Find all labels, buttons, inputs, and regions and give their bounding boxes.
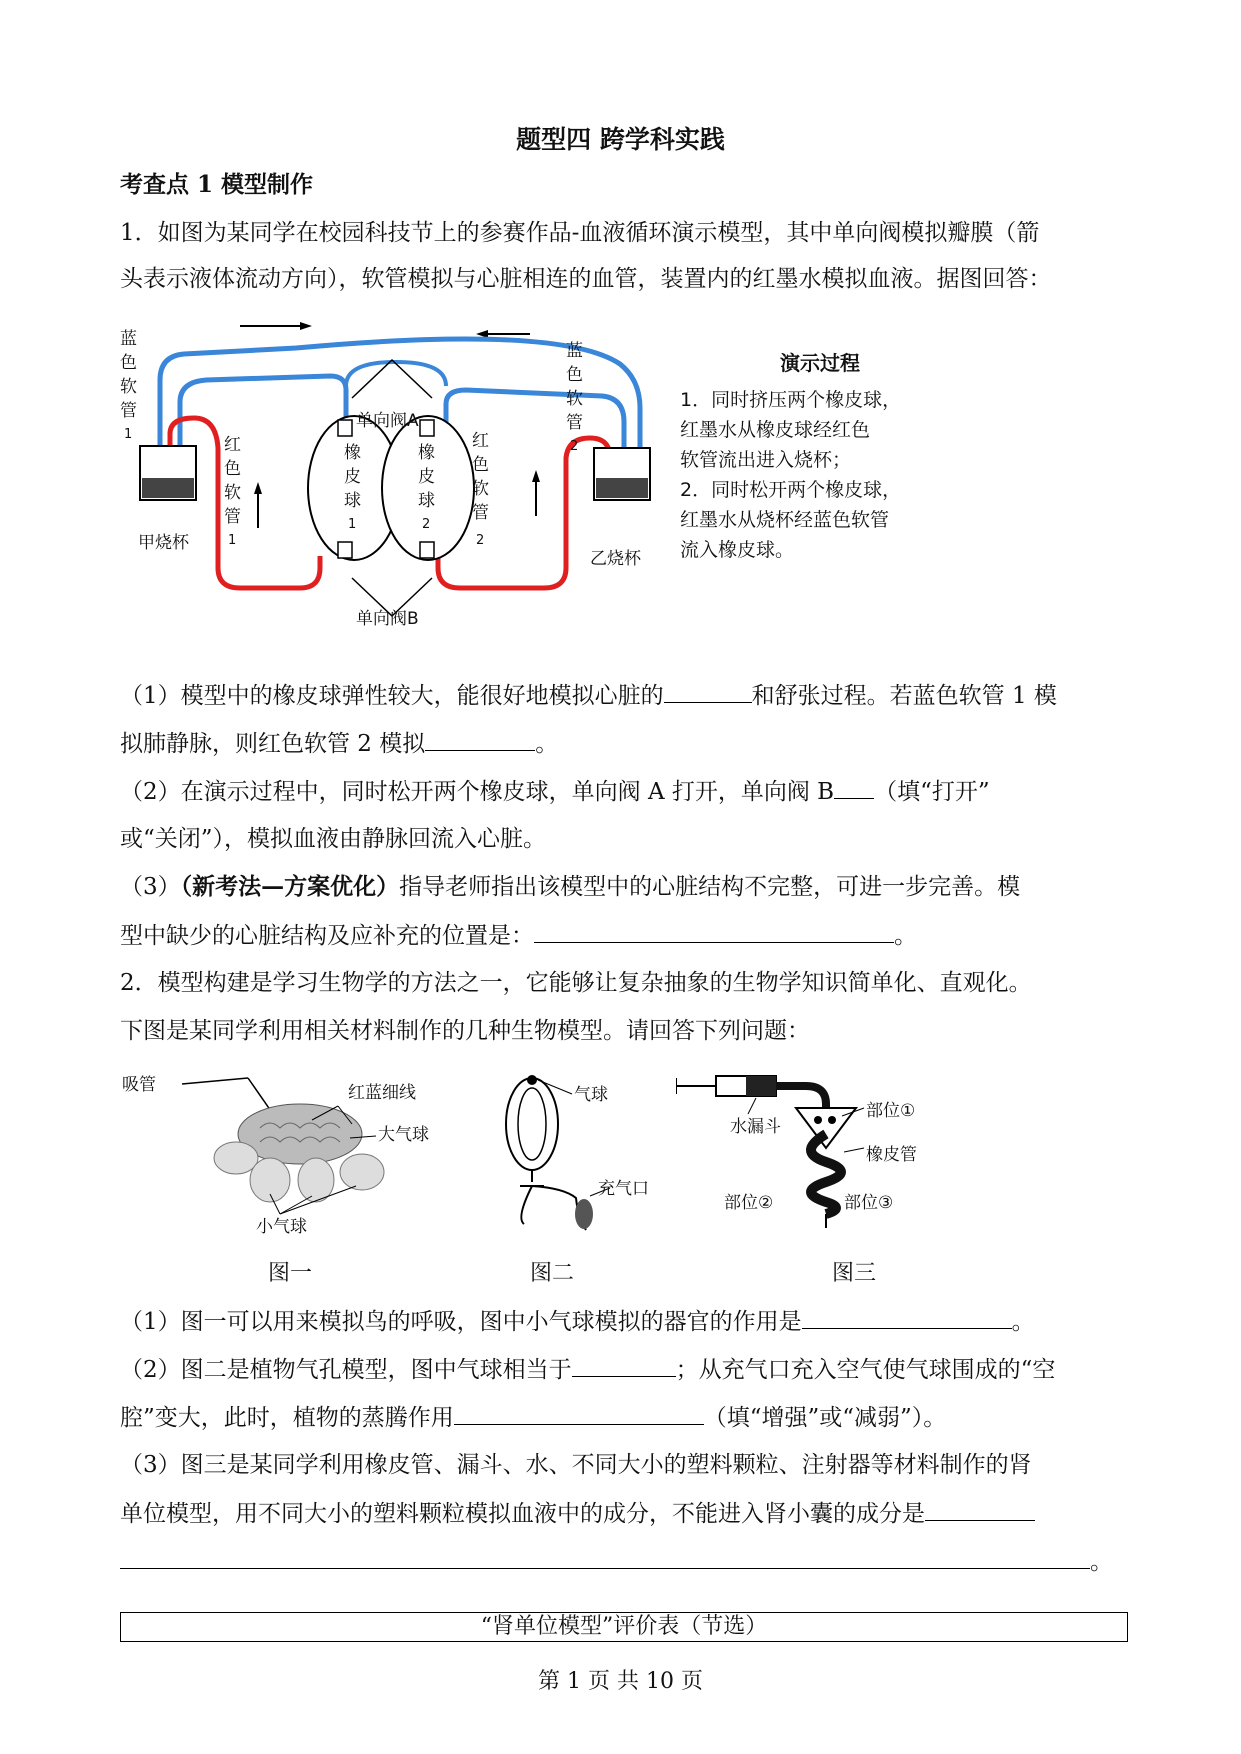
ball-2-char2: 皮 bbox=[418, 467, 435, 487]
ball-2-char1: 橡 bbox=[418, 443, 435, 463]
q1-sub1-line1: （1）模型中的橡皮球弹性较大，能很好地模拟心脏的 和舒张过程。若蓝色软管 1 模 bbox=[120, 680, 1057, 711]
blue-tube-1-num: 1 bbox=[124, 427, 133, 442]
blue-tube-2-char3: 软 bbox=[566, 389, 583, 409]
blue-tube-2-num: 2 bbox=[570, 439, 579, 454]
answer-blank[interactable] bbox=[925, 1498, 1035, 1521]
q2-sub3-line1: （3）图三是某同学利用橡皮管、漏斗、水、不同大小的塑料颗粒、注射器等材料制作的肾 bbox=[120, 1452, 1032, 1478]
beaker-yi-label: 乙烧杯 bbox=[590, 549, 641, 569]
red-tube-2-char3: 软 bbox=[472, 479, 489, 499]
valve-b-label: 单向阀B bbox=[356, 609, 419, 629]
red-tube-1-char4: 管 bbox=[224, 507, 241, 527]
red-tube-2-num: 2 bbox=[476, 533, 485, 548]
blue-tube-2-char1: 蓝 bbox=[566, 341, 583, 361]
red-tube-2-char4: 管 bbox=[472, 503, 489, 523]
q2-sub2-line1: （2）图二是植物气孔模型，图中气球相当于 ；从充气口充入空气使气球围成的“空 bbox=[120, 1354, 1055, 1385]
bird-respiration-figure bbox=[120, 1068, 460, 1238]
red-tube-1-char3: 软 bbox=[224, 483, 241, 503]
q1-sub2-line1: （2）在演示过程中，同时松开两个橡皮球，单向阀 A 打开，单向阀 B （填“打开” bbox=[120, 776, 990, 807]
demo-line-1: 1．同时挤压两个橡皮球， bbox=[680, 389, 902, 411]
evaluation-table-caption: “肾单位模型”评价表（节选） bbox=[120, 1612, 1128, 1642]
balloon-label: 气球 bbox=[574, 1085, 608, 1105]
site-1-label: 部位① bbox=[866, 1101, 916, 1121]
q1-sub3-line1: （3）（新考法—方案优化）指导老师指出该模型中的心脏结构不完整，可进一步完善。模 bbox=[120, 873, 1021, 900]
beaker-jia-label: 甲烧杯 bbox=[138, 533, 189, 553]
site-3-label: 部位③ bbox=[844, 1193, 894, 1213]
section-heading: 考查点 1 模型制作 bbox=[120, 171, 314, 198]
answer-blank[interactable] bbox=[572, 1354, 676, 1377]
q2-sub3-line3: 。 bbox=[120, 1546, 1113, 1577]
q1-stem-line1: 1．如图为某同学在校园科技节上的参赛作品-血液循环演示模型，其中单向阀模拟瓣膜（箭 bbox=[120, 220, 1040, 246]
demo-line-4: 2．同时松开两个橡皮球， bbox=[680, 479, 902, 501]
nephron-model-figure bbox=[676, 1068, 956, 1238]
q2-sub2-line2: 腔”变大，此时，植物的蒸腾作用 （填“增强”或“减弱”）。 bbox=[120, 1402, 946, 1433]
answer-blank[interactable] bbox=[802, 1306, 1012, 1329]
q1-stem-line2: 头表示液体流动方向），软管模拟与心脏相连的血管，装置内的红墨水模拟血液。据图回答： bbox=[120, 266, 1052, 292]
q2-stem-line1: 2．模型构建是学习生物学的方法之一，它能够让复杂抽象的生物学知识简单化、直观化。 bbox=[120, 970, 1032, 996]
site-2-label: 部位② bbox=[724, 1193, 774, 1213]
straw-label: 吸管 bbox=[122, 1075, 156, 1095]
page-footer: 第 1 页 共 10 页 bbox=[538, 1669, 703, 1694]
hose-label: 橡皮管 bbox=[866, 1145, 917, 1165]
red-tube-1-char1: 红 bbox=[224, 435, 241, 455]
q2-stem-line2: 下图是某同学利用相关材料制作的几种生物模型。请回答下列问题： bbox=[120, 1018, 810, 1044]
figure-3-caption: 图三 bbox=[832, 1261, 877, 1286]
funnel-label: 水漏斗 bbox=[730, 1117, 781, 1137]
page-title: 题型四 跨学科实践 bbox=[516, 125, 725, 154]
big-balloon-label: 大气球 bbox=[378, 1125, 429, 1145]
thread-label: 红蓝细线 bbox=[348, 1083, 416, 1103]
blue-tube-1-char4: 管 bbox=[120, 401, 137, 421]
blue-tube-1-char3: 软 bbox=[120, 377, 137, 397]
red-tube-1-char2: 色 bbox=[224, 459, 241, 479]
stomata-model-figure bbox=[480, 1068, 660, 1238]
small-balloon-label: 小气球 bbox=[256, 1217, 307, 1237]
red-tube-1-num: 1 bbox=[228, 533, 237, 548]
q1-sub2-line2: 或“关闭”），模拟血液由静脉回流入心脏。 bbox=[120, 826, 547, 852]
answer-blank[interactable] bbox=[534, 920, 894, 943]
figure-1-caption: 图一 bbox=[268, 1261, 313, 1286]
ball-1-char3: 球 bbox=[344, 491, 361, 511]
demo-line-6: 流入橡皮球。 bbox=[680, 539, 795, 561]
ball-1-num: 1 bbox=[348, 517, 357, 532]
q2-sub3-line2: 单位模型，用不同大小的塑料颗粒模拟血液中的成分，不能进入肾小囊的成分是 bbox=[120, 1498, 1035, 1529]
demo-title: 演示过程 bbox=[780, 351, 860, 375]
ball-2-char3: 球 bbox=[418, 491, 435, 511]
answer-blank[interactable] bbox=[664, 680, 752, 703]
blue-tube-1-char1: 蓝 bbox=[120, 329, 137, 349]
q2-sub1-line1: （1）图一可以用来模拟鸟的呼吸，图中小气球模拟的器官的作用是 。 bbox=[120, 1306, 1035, 1337]
blue-tube-1-char2: 色 bbox=[120, 353, 137, 373]
figure-2-caption: 图二 bbox=[530, 1261, 575, 1286]
blue-tube-2-char2: 色 bbox=[566, 365, 583, 385]
valve-a-label: 单向阀A bbox=[356, 411, 419, 431]
demo-line-2: 红墨水从橡皮球经红色 bbox=[680, 419, 871, 441]
ball-1-char2: 皮 bbox=[344, 467, 361, 487]
red-tube-2-char2: 色 bbox=[472, 455, 489, 475]
answer-blank[interactable] bbox=[834, 776, 874, 799]
demo-line-3: 软管流出进入烧杯； bbox=[680, 449, 852, 471]
demo-line-5: 红墨水从烧杯经蓝色软管 bbox=[680, 509, 890, 531]
blue-tube-2-char4: 管 bbox=[566, 413, 583, 433]
answer-blank[interactable] bbox=[425, 728, 535, 751]
circulation-model-figure bbox=[120, 318, 960, 648]
ball-1-char1: 橡 bbox=[344, 443, 361, 463]
inlet-label: 充气口 bbox=[598, 1179, 649, 1199]
ball-2-num: 2 bbox=[422, 517, 431, 532]
red-tube-2-char1: 红 bbox=[472, 431, 489, 451]
q1-sub1-line2: 拟肺静脉，则红色软管 2 模拟 。 bbox=[120, 728, 558, 759]
answer-blank[interactable] bbox=[454, 1402, 704, 1425]
answer-blank[interactable] bbox=[120, 1546, 1090, 1569]
q1-sub3-line2: 型中缺少的心脏结构及应补充的位置是： 。 bbox=[120, 920, 917, 951]
